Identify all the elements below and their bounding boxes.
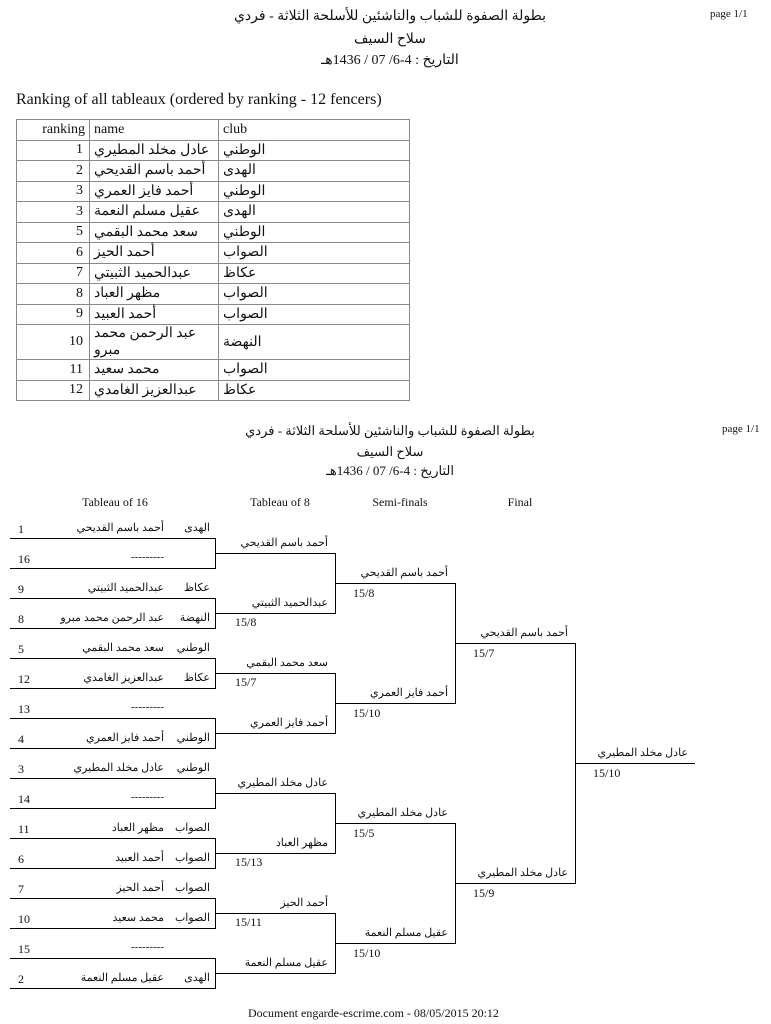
- fencer-name: عادل مخلد المطيري: [477, 867, 568, 879]
- seed-number: 8: [18, 612, 24, 626]
- seed-number: 3: [18, 762, 24, 776]
- seed-number: 13: [18, 702, 30, 716]
- club-name: الوطني: [176, 642, 210, 654]
- entry-line-sf: [335, 943, 455, 944]
- fencer-name: سعد محمد البقمي: [246, 657, 328, 669]
- fencer-name: عادل مخلد المطيري: [73, 762, 164, 774]
- bout-score: 15/10: [353, 946, 381, 960]
- entry-line-16: [10, 598, 215, 599]
- name-cell: مظهر العباد: [90, 284, 219, 305]
- club-cell: الهدى: [219, 161, 410, 182]
- club-name: الصواب: [174, 852, 210, 864]
- seed-number: 12: [18, 672, 30, 686]
- rank-cell: 5: [17, 222, 90, 243]
- entry-line-16: [10, 808, 215, 809]
- seed-number: 9: [18, 582, 24, 596]
- fencer-name: أحمد فايز العمري: [370, 687, 448, 699]
- name-cell: أحمد الحيز: [90, 243, 219, 264]
- fencer-name: أحمد باسم القديحي: [76, 522, 164, 534]
- column-header-club: club: [219, 120, 410, 141]
- seed-number: 1: [18, 522, 24, 536]
- club-cell: الوطني: [219, 181, 410, 202]
- table-row: [17, 140, 410, 161]
- fencer-name: محمد سعيد: [112, 912, 164, 924]
- winner-name: عادل مخلد المطيري: [597, 747, 688, 759]
- fencer-name: سعد محمد البقمي: [82, 642, 164, 654]
- table-row: [17, 304, 410, 325]
- club-name: الوطني: [176, 762, 210, 774]
- table-row: [17, 380, 410, 401]
- column-header-ranking: ranking: [17, 120, 90, 141]
- club-cell: الصواب: [219, 360, 410, 381]
- entry-line-16: [10, 568, 215, 569]
- entry-line-16: [10, 868, 215, 869]
- rank-cell: 11: [17, 360, 90, 381]
- entry-line-8: [215, 973, 335, 974]
- rank-cell: 3: [17, 202, 90, 223]
- fencer-name: أحمد العبيد: [115, 852, 164, 864]
- fencer-name: أحمد الحيز: [280, 897, 328, 909]
- fencer-name: أحمد باسم القديحي: [480, 627, 568, 639]
- entry-line-final: [455, 643, 575, 644]
- round-label-final: Final: [507, 495, 533, 509]
- seed-number: 7: [18, 882, 24, 896]
- bout-score: 15/11: [235, 915, 262, 929]
- seed-number: 15: [18, 942, 30, 956]
- entry-line-16: [10, 928, 215, 929]
- table-row: [17, 222, 410, 243]
- ranking-table-body: [17, 140, 410, 401]
- winner-score: 15/10: [593, 766, 621, 780]
- bout-score: 15/10: [353, 706, 381, 720]
- bracket-weapon-label: سلاح السيف: [356, 444, 424, 459]
- rank-cell: 7: [17, 263, 90, 284]
- entry-line-8: [215, 913, 335, 914]
- bracket-date-label: التاريخ : 4-6/ 07 / 1436هـ: [326, 463, 454, 478]
- seed-number: 16: [18, 552, 30, 566]
- club-name: الصواب: [174, 822, 210, 834]
- date-label: التاريخ : 4-6/ 07 / 1436هـ: [321, 53, 459, 68]
- table-row: [17, 284, 410, 305]
- fencer-name: عبد الرحمن محمد مبرو: [60, 612, 164, 624]
- entry-line-final: [455, 883, 575, 884]
- entry-line-16: [10, 748, 215, 749]
- fencer-name: عقيل مسلم النعمة: [364, 927, 448, 939]
- column-header-name: name: [90, 120, 219, 141]
- competition-title: بطولة الصفوة للشباب والناشئين للأسلحة الثلاثة - فردي: [233, 9, 547, 24]
- fencer-name: عبدالحميد الثبيتي: [251, 597, 328, 609]
- club-name: الهدى: [184, 522, 210, 534]
- name-cell: أحمد فايز العمري: [90, 181, 219, 202]
- club-name: عكاظ: [183, 672, 210, 684]
- seed-number: 14: [18, 792, 30, 806]
- ranking-table-header-row: [17, 120, 410, 141]
- rank-cell: 3: [17, 181, 90, 202]
- bracket-competition-title: بطولة الصفوة للشباب والناشئين للأسلحة الثلاثة - فردي: [245, 423, 535, 438]
- name-cell: عقيل مسلم النعمة: [90, 202, 219, 223]
- name-cell: أحمد باسم القديحي: [90, 161, 219, 182]
- bout-score: 15/7: [473, 646, 495, 660]
- seed-number: 11: [18, 822, 30, 836]
- fencer-name: ---------: [131, 551, 164, 563]
- ranking-table: [16, 119, 410, 401]
- entry-line-8: [215, 673, 335, 674]
- fencer-name: أحمد الحيز: [116, 882, 164, 894]
- entry-line-sf: [335, 703, 455, 704]
- fencer-name: عادل مخلد المطيري: [357, 807, 448, 819]
- fencer-name: أحمد فايز العمري: [250, 717, 328, 729]
- fencer-name: أحمد فايز العمري: [86, 732, 164, 744]
- seed-number: 6: [18, 852, 24, 866]
- name-cell: محمد سعيد: [90, 360, 219, 381]
- fencer-name: عبدالحميد الثبيتي: [87, 582, 164, 594]
- fencer-name: ---------: [131, 791, 164, 803]
- club-cell: الصواب: [219, 243, 410, 264]
- entry-line-16: [10, 688, 215, 689]
- fencer-name: عادل مخلد المطيري: [237, 777, 328, 789]
- rank-cell: 2: [17, 161, 90, 182]
- name-cell: سعد محمد البقمي: [90, 222, 219, 243]
- entry-line-16: [10, 538, 215, 539]
- table-row: [17, 181, 410, 202]
- club-name: الوطني: [176, 732, 210, 744]
- table-row: [17, 161, 410, 182]
- club-cell: الوطني: [219, 140, 410, 161]
- entry-line-16: [10, 718, 215, 719]
- club-name: الصواب: [174, 882, 210, 894]
- table-row: [17, 243, 410, 264]
- seed-number: 5: [18, 642, 24, 656]
- table-row: [17, 202, 410, 223]
- bout-score: 15/13: [235, 855, 263, 869]
- club-cell: الوطني: [219, 222, 410, 243]
- entry-line-16: [10, 958, 215, 959]
- entry-line-16: [10, 988, 215, 989]
- club-cell: عكاظ: [219, 263, 410, 284]
- entry-line-16: [10, 898, 215, 899]
- club-cell: الصواب: [219, 304, 410, 325]
- rank-cell: 10: [17, 325, 90, 360]
- page-label: page 1/1: [710, 8, 748, 20]
- club-name: النهضة: [179, 612, 210, 624]
- fencer-name: عبدالعزيز الغامدي: [83, 672, 164, 684]
- bout-score: 15/8: [353, 586, 375, 600]
- fencer-name: أحمد باسم القديحي: [360, 567, 448, 579]
- entry-line-8: [215, 733, 335, 734]
- table-row: [17, 360, 410, 381]
- entry-line-16: [10, 838, 215, 839]
- seed-number: 4: [18, 732, 24, 746]
- name-cell: عبدالعزيز الغامدي: [90, 380, 219, 401]
- fencer-name: ---------: [131, 701, 164, 713]
- entry-line-16: [10, 778, 215, 779]
- round-label-tableau16: Tableau of 16: [82, 495, 148, 509]
- rank-cell: 8: [17, 284, 90, 305]
- table-row: [17, 325, 410, 360]
- fencer-name: أحمد باسم القديحي: [240, 537, 328, 549]
- bout-score: 15/5: [353, 826, 375, 840]
- entry-line-8: [215, 853, 335, 854]
- bout-score: 15/8: [235, 615, 257, 629]
- fencer-name: ---------: [131, 941, 164, 953]
- seed-number: 10: [18, 912, 30, 926]
- bout-score: 15/7: [235, 675, 257, 689]
- entry-line-sf: [335, 823, 455, 824]
- rank-cell: 12: [17, 380, 90, 401]
- name-cell: عادل مخلد المطيري: [90, 140, 219, 161]
- club-cell: النهضة: [219, 325, 410, 360]
- winner-line: [575, 763, 695, 764]
- club-name: الصواب: [174, 912, 210, 924]
- club-cell: عكاظ: [219, 380, 410, 401]
- club-cell: الهدى: [219, 202, 410, 223]
- entry-line-sf: [335, 583, 455, 584]
- name-cell: عبد الرحمن محمد مبرو: [90, 325, 219, 360]
- bracket-page-label: page 1/1: [722, 423, 760, 435]
- club-cell: الصواب: [219, 284, 410, 305]
- fencer-name: عقيل مسلم النعمة: [80, 972, 164, 984]
- document-footer: Document engarde-escrime.com - 08/05/2015 20:12: [248, 1006, 499, 1020]
- entry-line-16: [10, 658, 215, 659]
- entry-line-8: [215, 613, 335, 614]
- name-cell: عبدالحميد الثبيتي: [90, 263, 219, 284]
- rank-cell: 6: [17, 243, 90, 264]
- fencer-name: مظهر العباد: [275, 837, 328, 849]
- club-name: الهدى: [184, 972, 210, 984]
- entry-line-8: [215, 793, 335, 794]
- seed-number: 2: [18, 972, 24, 986]
- round-label-semifinals: Semi-finals: [372, 495, 428, 509]
- entry-line-16: [10, 628, 215, 629]
- name-cell: أحمد العبيد: [90, 304, 219, 325]
- rank-cell: 1: [17, 140, 90, 161]
- bout-score: 15/9: [473, 886, 495, 900]
- weapon-label: سلاح السيف: [354, 32, 426, 47]
- rank-cell: 9: [17, 304, 90, 325]
- entry-line-8: [215, 553, 335, 554]
- fencer-name: مظهر العباد: [111, 822, 164, 834]
- ranking-table-title: Ranking of all tableaux (ordered by ranking - 12 fencers): [16, 91, 382, 108]
- table-row: [17, 263, 410, 284]
- round-label-tableau8: Tableau of 8: [250, 495, 310, 509]
- club-name: عكاظ: [183, 582, 210, 594]
- fencer-name: عقيل مسلم النعمة: [244, 957, 328, 969]
